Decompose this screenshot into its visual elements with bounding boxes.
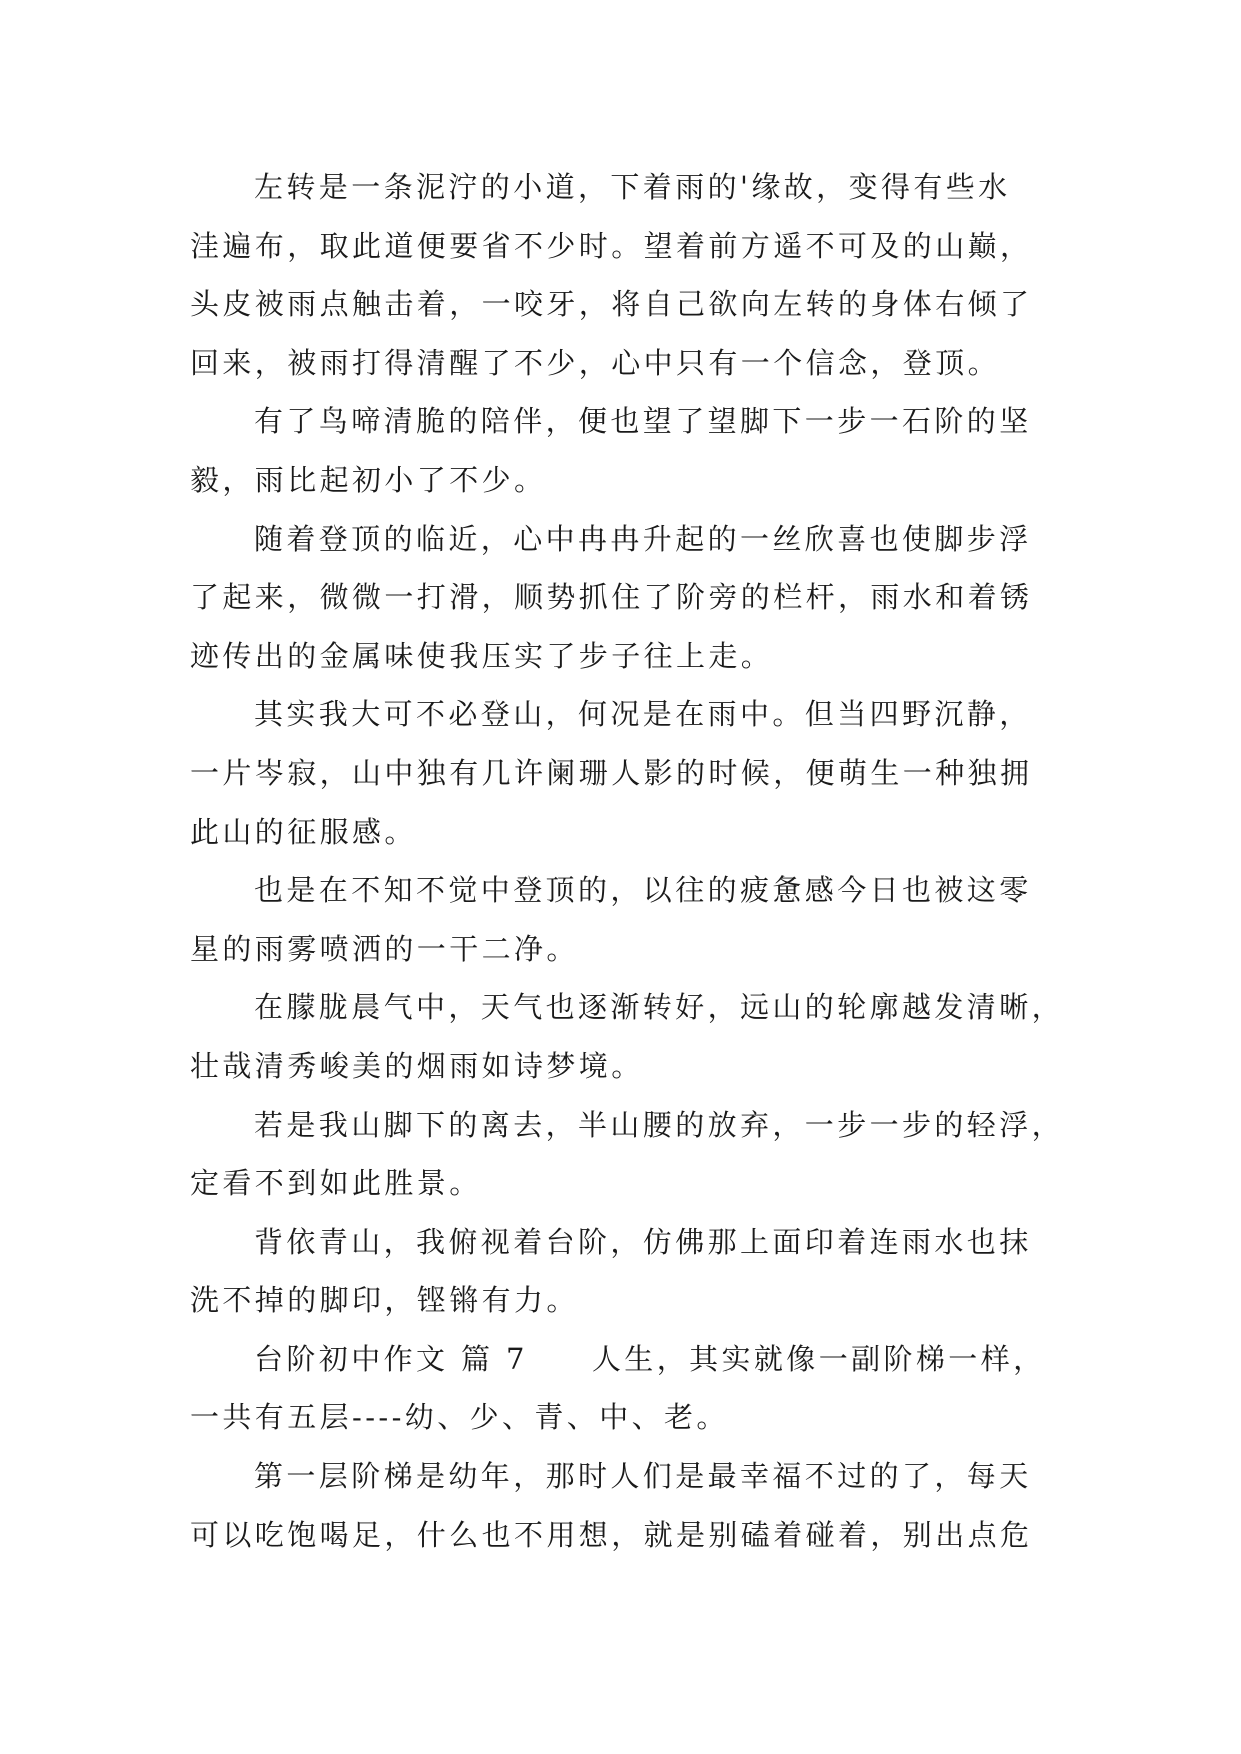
heading-line bbox=[190, 1330, 1050, 1389]
text-line: 可以吃饱喝足，什么也不用想，就是别磕着碰着，别出点危 bbox=[190, 1517, 1033, 1552]
essay-body bbox=[190, 158, 1065, 1564]
text-line: 了起来，微微一打滑，顺势抓住了阶旁的栏杆，雨水和着锈 bbox=[190, 580, 1033, 615]
text-line: 定看不到如此胜景。 bbox=[190, 1166, 482, 1201]
text-line: 毅，雨比起初小了不少。 bbox=[190, 462, 547, 497]
text-line: 有了鸟啼清脆的陪伴，便也望了望脚下一步一石阶的坚 bbox=[254, 404, 1032, 439]
text-line: 洗不掉的脚印，铿锵有力。 bbox=[190, 1283, 579, 1318]
text-line: 背依青山，我俯视着台阶，仿佛那上面印着连雨水也抹 bbox=[254, 1224, 1032, 1259]
text-line: 若是我山脚下的离去，半山腰的放弃，一步一步的轻浮， bbox=[254, 1107, 1065, 1142]
text-line: 回来，被雨打得清醒了不少，心中只有一个信念，登顶。 bbox=[190, 345, 1001, 380]
text-line: 也是在不知不觉中登顶的，以往的疲惫感今日也被这零 bbox=[254, 873, 1032, 908]
text-line: 壮哉清秀峻美的烟雨如诗梦境。 bbox=[190, 1048, 644, 1083]
text-line: 左转是一条泥泞的小道，下着雨的'缘故，变得有些水 bbox=[254, 170, 1011, 204]
text-line: 一片岑寂，山中独有几许阑珊人影的时候，便萌生一种独拥 bbox=[190, 755, 1033, 790]
text-line: 在朦胧晨气中，天气也逐渐转好，远山的轮廓越发清晰， bbox=[254, 990, 1065, 1025]
heading-line-text: 人生，其实就像一副阶梯一样， bbox=[591, 1341, 1046, 1376]
text-line: 其实我大可不必登山，何况是在雨中。但当四野沉静， bbox=[254, 697, 1032, 732]
text-line: 一共有五层----幼、少、青、中、老。 bbox=[190, 1400, 729, 1435]
text-line: 迹传出的金属味使我压实了步子往上走。 bbox=[190, 638, 774, 673]
text-line: 星的雨雾喷洒的一干二净。 bbox=[190, 931, 579, 966]
text-line: 随着登顶的临近，心中冉冉升起的一丝欣喜也使脚步浮 bbox=[254, 521, 1032, 556]
text-line: 此山的征服感。 bbox=[190, 814, 417, 849]
section-heading: 台阶初中作文 篇 7 bbox=[254, 1341, 528, 1376]
text-line: 洼遍布，取此道便要省不少时。望着前方遥不可及的山巅， bbox=[190, 228, 1033, 263]
text-line: 第一层阶梯是幼年，那时人们是最幸福不过的了，每天 bbox=[254, 1459, 1032, 1494]
text-line: 头皮被雨点触击着，一咬牙，将自己欲向左转的身体右倾了 bbox=[190, 287, 1033, 322]
